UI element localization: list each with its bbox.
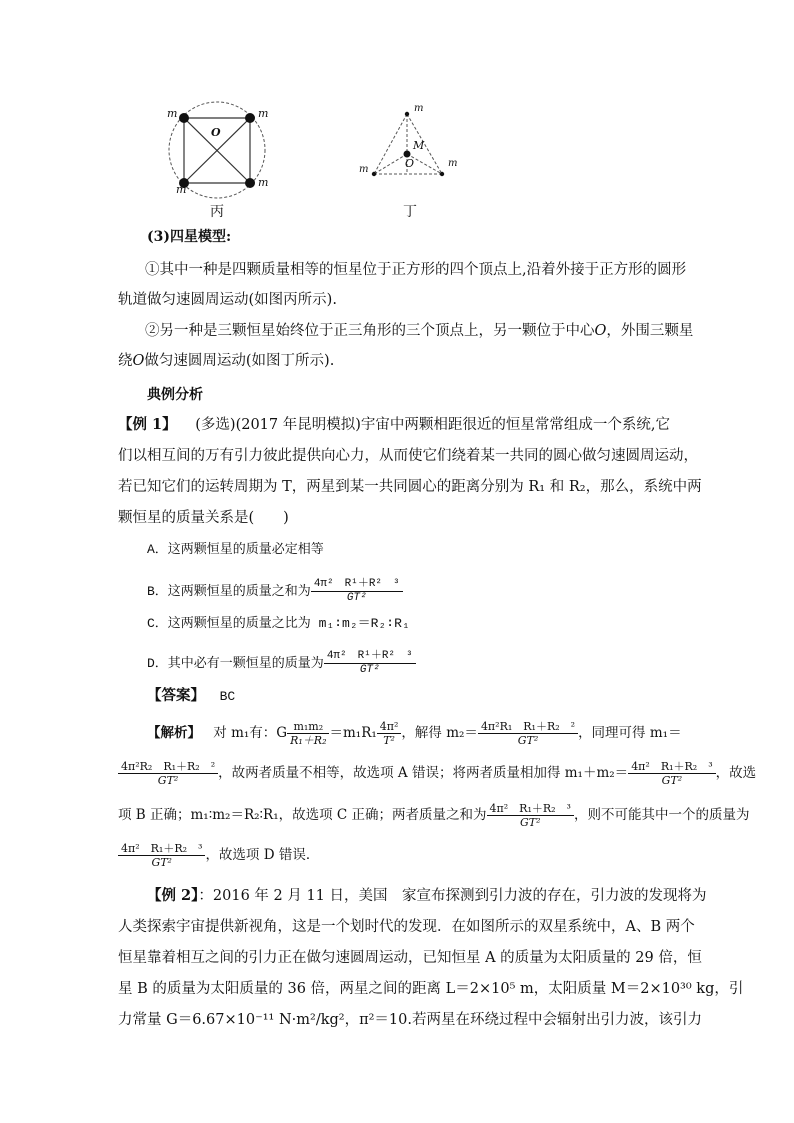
fig-ding-m-left: m [359, 164, 369, 175]
frac-den: GT² [157, 774, 179, 787]
option-b-fraction [311, 578, 403, 605]
ex2-line1 [147, 886, 707, 906]
ex2-line2: 人类探索宇宙提供新视角，这是一个划时代的发现．在如图所示的双星系统中，A、B 两个 [118, 919, 695, 935]
ex1-text-1: (多选)(2017 年昆明模拟)宇宙中两颗相距很近的恒星常常组成一个系统,它 [195, 417, 670, 433]
frac-den: GT² [346, 592, 367, 604]
option-b-text: B．这两颗恒星的质量之和为 [147, 583, 311, 599]
ex1-line4: 颗恒星的质量关系是( ) [118, 510, 289, 526]
star-right [440, 172, 444, 176]
frac-num: 4π² [377, 720, 402, 734]
frac-num: m₁m₂ [287, 720, 329, 734]
fig-ding-m-right: m [448, 158, 458, 169]
frac-num: 4π²R₁ R₁＋R₂ ² [478, 720, 578, 734]
analysis-frac3 [478, 720, 578, 747]
ex1-tag: 【例 1】 [118, 416, 177, 433]
fig-bing-m-bl: m [176, 183, 187, 196]
frac-num: 4π² R₁＋R₂ ³ [628, 760, 715, 774]
fig-bing-m-tl: m [167, 107, 178, 120]
analysis-l1a: 对 m₁有：G [213, 725, 288, 741]
analysis-title: 典例分析 [147, 387, 203, 403]
p2-text-d: 做匀速圆周运动(如图丁所示). [144, 353, 335, 369]
option-b [147, 578, 403, 605]
analysis-frac6 [487, 802, 574, 829]
ex2-text-1: ：2016 年 2 月 11 日，美国 家宣布探测到引力波的存在，引力波的发现将为 [198, 888, 707, 904]
answer-value: BC [219, 689, 236, 704]
fig-ding-center-o: O [405, 157, 415, 170]
p2-o2: O [132, 353, 145, 369]
analysis-line2 [118, 760, 756, 787]
ex2-line5: 力常量 G＝6.67×10⁻¹¹ N·m²/kg²，π²＝10.若两星在环绕过程中会辐射出引力波，该引力 [118, 1012, 702, 1028]
p1-line2: 轨道做匀速圆周运动(如图丙所示). [118, 292, 337, 308]
option-a: A．这两颗恒星的质量必定相等 [147, 542, 324, 557]
p1-line1: ①其中一种是四颗质量相等的恒星位于正方形的四个顶点上,沿着外接于正方形的圆形 [145, 262, 687, 278]
analysis-frac1 [287, 720, 329, 747]
ex2-line3: 恒星靠着相互之间的引力正在做匀速圆周运动，已知恒星 A 的质量为太阳质量的 29 倍，恒 [118, 950, 702, 966]
frac-num: 4π² R¹＋R² ³ [324, 650, 416, 664]
analysis-l1b: ＝m₁R₁ [329, 725, 377, 741]
analysis-tag: 【解析】 [147, 725, 201, 741]
ex2-tag: 【例 2】 [147, 887, 199, 904]
fig-bing-m-br: m [258, 176, 269, 189]
star-top-right [245, 113, 255, 123]
fig-ding-caption: 丁 [403, 204, 417, 220]
option-d-fraction [324, 650, 416, 677]
option-c: C．这两颗恒星的质量之比为 m₁∶m₂＝R₂∶R₁ [147, 616, 410, 631]
frac-den: GT² [517, 734, 539, 747]
frac-num: 4π² R¹＋R² ³ [311, 578, 403, 592]
fig-bing-m-tr: m [258, 107, 269, 120]
analysis-frac2 [377, 720, 402, 747]
analysis-l1c: ，解得 m₂＝ [401, 725, 478, 741]
frac-den: GT² [661, 774, 683, 787]
p2-o: O [594, 323, 607, 339]
section-title: (3)四星模型: [147, 229, 232, 245]
frac-den: GT² [359, 664, 380, 676]
answer-tag: 【答案】 [147, 687, 205, 704]
analysis-frac7 [118, 842, 205, 869]
ex1-line2: 们以相互间的万有引力彼此提供向心力，从而使它们绕着某一共同的圆心做匀速圆周运动， [118, 448, 698, 464]
ex1-line1 [118, 415, 670, 435]
p2-text-c: 绕 [118, 353, 133, 369]
frac-num: 4π²R₂ R₁＋R₂ ² [118, 760, 218, 774]
fig-bing-center-o: O [211, 126, 221, 139]
analysis-line3 [118, 802, 749, 829]
option-d-text: D．其中必有一颗恒星的质量为 [147, 655, 324, 671]
frac-num: 4π² R₁＋R₂ ³ [118, 842, 205, 856]
figure-ding-triangle [360, 100, 460, 190]
option-d [147, 650, 416, 677]
star-top-left [179, 113, 189, 123]
analysis-l1d: ，同理可得 m₁＝ [578, 725, 682, 741]
frac-den: R₁＋R₂ [290, 734, 327, 747]
p2-text-b: ，外围三颗星 [606, 323, 694, 339]
p2-line2 [118, 351, 334, 371]
fig-ding-center-mass: M [413, 139, 425, 152]
frac-den: T² [383, 734, 395, 747]
analysis-l4a: ，故选项 D 错误． [205, 847, 320, 863]
star-left [372, 172, 376, 176]
p2-line1 [145, 321, 693, 341]
answer-line [147, 686, 235, 707]
analysis-line4 [118, 842, 319, 869]
analysis-l3a: 项 B 正确；m₁∶m₂＝R₂∶R₁，故选项 C 正确；两者质量之和为 [118, 807, 487, 823]
analysis-frac5 [628, 760, 715, 787]
fig-ding-m-top: m [414, 103, 424, 114]
ex2-line4: 星 B 的质量为太阳质量的 36 倍，两星之间的距离 L＝2×10⁵ m，太阳质量 M＝2×10³⁰ kg，引 [118, 981, 744, 997]
analysis-line1 [147, 720, 682, 747]
fig-bing-caption: 丙 [210, 204, 224, 220]
analysis-l2a: ，故两者质量不相等，故选项 A 错误；将两者质量相加得 m₁＋m₂＝ [218, 765, 629, 781]
analysis-l3b: ，则不可能其中一个的质量为 [573, 807, 750, 823]
star-top [405, 112, 409, 116]
frac-num: 4π² R₁＋R₂ ³ [487, 802, 574, 816]
analysis-frac4 [118, 760, 218, 787]
frac-den: GT² [519, 816, 541, 829]
analysis-l2b: ，故选 [715, 765, 757, 781]
star-bottom-right [245, 178, 255, 188]
p2-text-a: ②另一种是三颗恒星始终位于正三角形的三个顶点上，另一颗位于中心 [145, 323, 595, 339]
ex1-line3: 若已知它们的运转周期为 T，两星到某一共同圆心的距离分别为 R₁ 和 R₂，那么，系统中两 [118, 479, 702, 495]
frac-den: GT² [151, 856, 172, 869]
